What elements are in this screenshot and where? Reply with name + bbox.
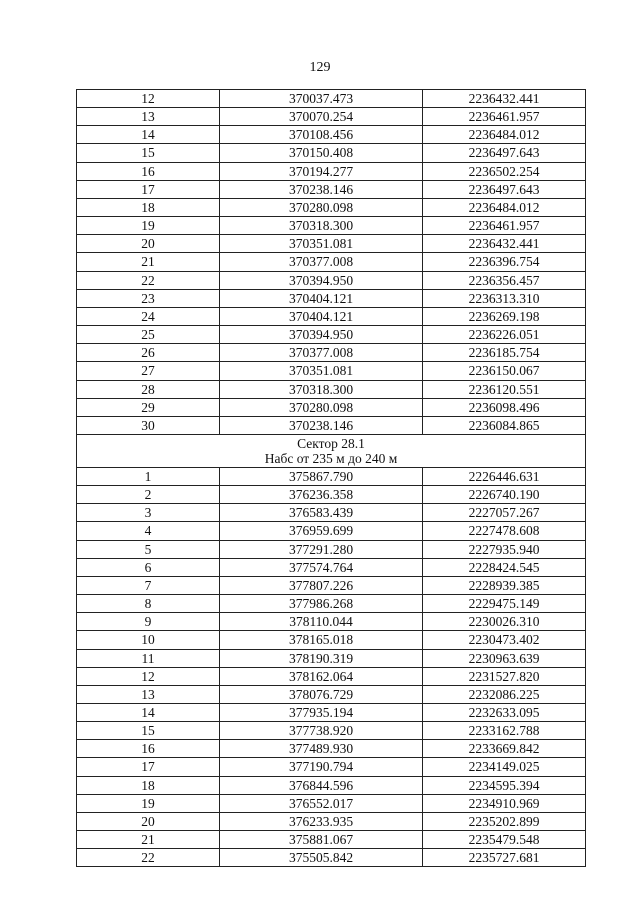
table-row (77, 307, 586, 325)
table-row (77, 540, 586, 558)
point-number-cell: 5 (77, 540, 220, 558)
table-row (77, 90, 586, 108)
table-row (77, 522, 586, 540)
y-coordinate-cell: 2236120.551 (423, 380, 586, 398)
y-coordinate-cell: 2236185.754 (423, 344, 586, 362)
table-row (77, 235, 586, 253)
table-row (77, 613, 586, 631)
y-coordinate-cell: 2228424.545 (423, 558, 586, 576)
point-number-cell: 14 (77, 704, 220, 722)
point-number-cell: 19 (77, 794, 220, 812)
point-number-cell: 29 (77, 398, 220, 416)
x-coordinate-cell: 370318.300 (220, 380, 423, 398)
y-coordinate-cell: 2236269.198 (423, 307, 586, 325)
x-coordinate-cell: 370351.081 (220, 362, 423, 380)
y-coordinate-cell: 2227935.940 (423, 540, 586, 558)
table-row (77, 558, 586, 576)
y-coordinate-cell: 2236502.254 (423, 162, 586, 180)
point-number-cell: 18 (77, 776, 220, 794)
y-coordinate-cell: 2236150.067 (423, 362, 586, 380)
table-row (77, 162, 586, 180)
table-row (77, 776, 586, 794)
point-number-cell: 17 (77, 180, 220, 198)
y-coordinate-cell: 2235727.681 (423, 849, 586, 867)
table-row (77, 722, 586, 740)
y-coordinate-cell: 2234595.394 (423, 776, 586, 794)
y-coordinate-cell: 2232086.225 (423, 685, 586, 703)
table-row (77, 416, 586, 434)
coordinates-table (76, 89, 586, 867)
table-row (77, 180, 586, 198)
x-coordinate-cell: 370070.254 (220, 108, 423, 126)
point-number-cell: 14 (77, 126, 220, 144)
point-number-cell: 12 (77, 667, 220, 685)
table-row (77, 631, 586, 649)
y-coordinate-cell: 2236098.496 (423, 398, 586, 416)
y-coordinate-cell: 2236461.957 (423, 217, 586, 235)
table-row (77, 271, 586, 289)
point-number-cell: 15 (77, 722, 220, 740)
table-row (77, 398, 586, 416)
y-coordinate-cell: 2234910.969 (423, 794, 586, 812)
y-coordinate-cell: 2230026.310 (423, 613, 586, 631)
x-coordinate-cell: 370108.456 (220, 126, 423, 144)
table-row (77, 504, 586, 522)
y-coordinate-cell: 2236461.957 (423, 108, 586, 126)
y-coordinate-cell: 2230963.639 (423, 649, 586, 667)
x-coordinate-cell: 370404.121 (220, 307, 423, 325)
point-number-cell: 20 (77, 812, 220, 830)
point-number-cell: 16 (77, 162, 220, 180)
point-number-cell: 17 (77, 758, 220, 776)
x-coordinate-cell: 377986.268 (220, 595, 423, 613)
x-coordinate-cell: 377291.280 (220, 540, 423, 558)
x-coordinate-cell: 377738.920 (220, 722, 423, 740)
y-coordinate-cell: 2232633.095 (423, 704, 586, 722)
x-coordinate-cell: 370394.950 (220, 271, 423, 289)
point-number-cell: 19 (77, 217, 220, 235)
x-coordinate-cell: 370351.081 (220, 235, 423, 253)
x-coordinate-cell: 370037.473 (220, 90, 423, 108)
x-coordinate-cell: 378165.018 (220, 631, 423, 649)
point-number-cell: 15 (77, 144, 220, 162)
table-row (77, 831, 586, 849)
x-coordinate-cell: 377489.930 (220, 740, 423, 758)
y-coordinate-cell: 2231527.820 (423, 667, 586, 685)
x-coordinate-cell: 378076.729 (220, 685, 423, 703)
y-coordinate-cell: 2233669.842 (423, 740, 586, 758)
x-coordinate-cell: 370194.277 (220, 162, 423, 180)
point-number-cell: 20 (77, 235, 220, 253)
x-coordinate-cell: 377807.226 (220, 576, 423, 594)
point-number-cell: 6 (77, 558, 220, 576)
x-coordinate-cell: 377190.794 (220, 758, 423, 776)
table-row (77, 849, 586, 867)
sector-header (77, 434, 586, 467)
y-coordinate-cell: 2236226.051 (423, 326, 586, 344)
table-body-top (77, 90, 586, 435)
x-coordinate-cell: 370318.300 (220, 217, 423, 235)
x-coordinate-cell: 370377.008 (220, 253, 423, 271)
table-row (77, 576, 586, 594)
x-coordinate-cell: 375867.790 (220, 467, 423, 485)
point-number-cell: 18 (77, 198, 220, 216)
x-coordinate-cell: 370150.408 (220, 144, 423, 162)
x-coordinate-cell: 370394.950 (220, 326, 423, 344)
x-coordinate-cell: 376236.358 (220, 486, 423, 504)
x-coordinate-cell: 370280.098 (220, 398, 423, 416)
point-number-cell: 21 (77, 253, 220, 271)
x-coordinate-cell: 378162.064 (220, 667, 423, 685)
point-number-cell: 24 (77, 307, 220, 325)
table-row (77, 326, 586, 344)
table-row (77, 362, 586, 380)
y-coordinate-cell: 2226446.631 (423, 467, 586, 485)
x-coordinate-cell: 370404.121 (220, 289, 423, 307)
sector-subtitle: Набс от 235 м до 240 м (264, 450, 398, 466)
point-number-cell: 21 (77, 831, 220, 849)
point-number-cell: 13 (77, 685, 220, 703)
y-coordinate-cell: 2236497.643 (423, 180, 586, 198)
table-row (77, 704, 586, 722)
point-number-cell: 26 (77, 344, 220, 362)
x-coordinate-cell: 376844.596 (220, 776, 423, 794)
point-number-cell: 22 (77, 271, 220, 289)
table-row (77, 740, 586, 758)
y-coordinate-cell: 2234149.025 (423, 758, 586, 776)
table-row (77, 289, 586, 307)
point-number-cell: 9 (77, 613, 220, 631)
point-number-cell: 30 (77, 416, 220, 434)
x-coordinate-cell: 370238.146 (220, 180, 423, 198)
point-number-cell: 1 (77, 467, 220, 485)
point-number-cell: 23 (77, 289, 220, 307)
y-coordinate-cell: 2227478.608 (423, 522, 586, 540)
x-coordinate-cell: 376959.699 (220, 522, 423, 540)
y-coordinate-cell: 2227057.267 (423, 504, 586, 522)
y-coordinate-cell: 2236497.643 (423, 144, 586, 162)
point-number-cell: 16 (77, 740, 220, 758)
x-coordinate-cell: 370238.146 (220, 416, 423, 434)
point-number-cell: 7 (77, 576, 220, 594)
x-coordinate-cell: 375881.067 (220, 831, 423, 849)
y-coordinate-cell: 2236432.441 (423, 235, 586, 253)
x-coordinate-cell: 370377.008 (220, 344, 423, 362)
point-number-cell: 25 (77, 326, 220, 344)
table-row (77, 380, 586, 398)
x-coordinate-cell: 370280.098 (220, 198, 423, 216)
x-coordinate-cell: 375505.842 (220, 849, 423, 867)
y-coordinate-cell: 2233162.788 (423, 722, 586, 740)
table-row (77, 649, 586, 667)
point-number-cell: 22 (77, 849, 220, 867)
y-coordinate-cell: 2236396.754 (423, 253, 586, 271)
y-coordinate-cell: 2236313.310 (423, 289, 586, 307)
x-coordinate-cell: 378190.319 (220, 649, 423, 667)
y-coordinate-cell: 2236432.441 (423, 90, 586, 108)
point-number-cell: 12 (77, 90, 220, 108)
x-coordinate-cell: 376233.935 (220, 812, 423, 830)
point-number-cell: 27 (77, 362, 220, 380)
table-row (77, 217, 586, 235)
table-row (77, 198, 586, 216)
point-number-cell: 28 (77, 380, 220, 398)
y-coordinate-cell: 2235479.548 (423, 831, 586, 849)
page-number: 129 (309, 60, 331, 75)
table-row (77, 144, 586, 162)
table-row (77, 486, 586, 504)
y-coordinate-cell: 2235202.899 (423, 812, 586, 830)
x-coordinate-cell: 377574.764 (220, 558, 423, 576)
sector-cell (77, 434, 586, 467)
sector-title: Сектор 28.1 (297, 435, 365, 451)
table-row (77, 812, 586, 830)
point-number-cell: 3 (77, 504, 220, 522)
point-number-cell: 13 (77, 108, 220, 126)
point-number-cell: 4 (77, 522, 220, 540)
point-number-cell: 2 (77, 486, 220, 504)
x-coordinate-cell: 377935.194 (220, 704, 423, 722)
y-coordinate-cell: 2230473.402 (423, 631, 586, 649)
table-row (77, 126, 586, 144)
table-row (77, 794, 586, 812)
table-row (77, 685, 586, 703)
point-number-cell: 8 (77, 595, 220, 613)
table-body-bottom (77, 467, 586, 866)
point-number-cell: 11 (77, 649, 220, 667)
y-coordinate-cell: 2229475.149 (423, 595, 586, 613)
table-row (77, 667, 586, 685)
y-coordinate-cell: 2236084.865 (423, 416, 586, 434)
point-number-cell: 10 (77, 631, 220, 649)
table-row (77, 595, 586, 613)
y-coordinate-cell: 2236356.457 (423, 271, 586, 289)
x-coordinate-cell: 378110.044 (220, 613, 423, 631)
x-coordinate-cell: 376583.439 (220, 504, 423, 522)
table-row (77, 467, 586, 485)
table-row (77, 253, 586, 271)
y-coordinate-cell: 2228939.385 (423, 576, 586, 594)
table-row (77, 758, 586, 776)
sector-row (77, 434, 586, 467)
y-coordinate-cell: 2226740.190 (423, 486, 586, 504)
table-row (77, 344, 586, 362)
table-row (77, 108, 586, 126)
y-coordinate-cell: 2236484.012 (423, 198, 586, 216)
x-coordinate-cell: 376552.017 (220, 794, 423, 812)
y-coordinate-cell: 2236484.012 (423, 126, 586, 144)
